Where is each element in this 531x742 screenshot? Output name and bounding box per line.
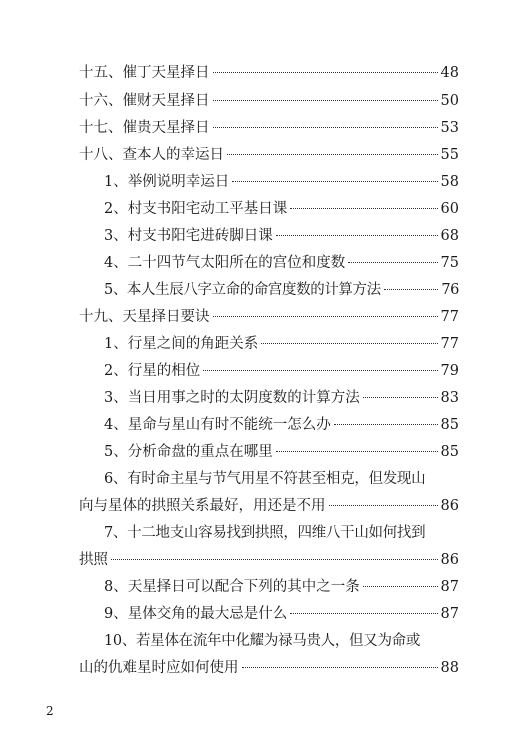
toc-entry-page: 53 [440,120,459,136]
toc-subentry[interactable] [0,627,531,655]
dot-leader [334,424,438,425]
toc-entry-page: 77 [440,309,459,325]
dot-leader [213,127,438,128]
toc-entry-page: 86 [440,498,459,514]
toc-entry-title: 2、村支书阳宅动工平基日课 [104,201,288,217]
toc-entry-title: 1、行星之间的角距关系 [104,336,259,352]
toc-entry-page: 48 [440,65,459,81]
dot-leader [213,316,438,317]
dot-leader [276,451,438,452]
toc-entry[interactable] [0,141,531,169]
toc-subentry[interactable] [0,600,531,628]
toc-entry-page: 88 [440,660,459,676]
toc-subentry[interactable] [0,465,531,493]
toc-entry-page: 87 [440,606,459,622]
toc-entry-title: 5、本人生辰八字立命的命宫度数的计算方法 [104,282,381,298]
toc-subentry[interactable] [0,276,531,304]
toc-entry-page: 76 [441,282,459,298]
dot-leader [203,370,437,371]
toc-entry-page: 85 [440,417,459,433]
toc-entry[interactable] [0,114,531,142]
toc-entry-title: 9、星体交角的最大忌是什么 [104,606,288,622]
dot-leader [227,154,438,155]
toc-entry-page: 68 [440,228,459,244]
toc-subentry[interactable] [0,357,531,385]
toc-subentry[interactable] [0,384,531,412]
dot-leader [111,559,438,560]
toc-subentry[interactable] [0,249,531,277]
toc-entry-page: 83 [440,390,459,406]
toc-entry-title: 8、天星择日可以配合下列的其中之一条 [104,579,360,595]
toc-entry-title: 4、星命与星山有时不能统一怎么办 [104,417,331,433]
toc-subentry[interactable] [0,168,531,196]
toc-entry-page: 77 [440,336,459,352]
toc-entry-title: 十九、天星择日要诀 [79,309,210,325]
toc-entry-page: 87 [440,579,459,595]
toc-entry-title: 5、分析命盘的重点在哪里 [104,444,273,460]
dot-leader [363,586,438,587]
toc-entry-title: 十八、查本人的幸运日 [79,147,224,163]
dot-leader [290,208,437,209]
dot-leader [213,72,438,73]
toc-entry-title: 3、当日用事之时的太阴度数的计算方法 [104,390,360,406]
dot-leader [290,613,437,614]
toc-entry[interactable] [0,87,531,115]
toc-subentry[interactable] [0,438,531,466]
dot-leader [232,181,437,182]
toc-subentry[interactable] [0,411,531,439]
page-number: 2 [46,704,54,718]
dot-leader [242,667,438,668]
toc-entry-title: 7、十二地支山容易找到拱照，四维八干山如何找到 [104,525,426,541]
toc-entry-page: 55 [440,147,459,163]
toc-entry-title-cont: 向与星体的拱照关系最好，用还是不用 [79,498,326,514]
toc-entry-page: 79 [440,363,459,379]
toc-entry-title: 4、二十四节气太阳所在的宫位和度数 [104,255,346,271]
toc-entry[interactable] [0,59,531,87]
toc-entry-page: 50 [440,93,459,109]
toc-subentry-continuation[interactable] [0,654,531,682]
dot-leader [363,397,438,398]
toc-entry[interactable] [0,303,531,331]
toc-subentry[interactable] [0,222,531,250]
toc-entry-title-cont: 拱照 [79,552,108,568]
toc-subentry[interactable] [0,519,531,547]
toc-entry-title: 6、有时命主星与节气用星不符甚至相克，但发现山 [104,471,426,487]
toc-entry-title: 十六、催财天星择日 [79,93,210,109]
toc-entry-page: 85 [440,444,459,460]
dot-leader [276,235,438,236]
dot-leader [384,289,439,290]
toc-subentry[interactable] [0,573,531,601]
toc-entry-page: 86 [440,552,459,568]
dot-leader [213,100,438,101]
toc-entry-page: 60 [440,201,459,217]
toc-entry-title: 十七、催贵天星择日 [79,120,210,136]
toc-entry-title: 十五、催丁天星择日 [79,65,210,81]
toc-subentry[interactable] [0,195,531,223]
toc-subentry-continuation[interactable] [0,492,531,520]
toc-entry-title: 3、村支书阳宅进砖脚日课 [104,228,273,244]
toc-entry-title: 1、举例说明幸运日 [104,174,230,190]
toc-entry-title: 2、行星的相位 [104,363,201,379]
dot-leader [329,505,438,506]
toc-subentry[interactable] [0,330,531,358]
toc-entry-title: 10、若星体在流年中化耀为禄马贵人，但又为命或 [104,633,421,649]
dot-leader [348,262,437,263]
toc-subentry-continuation[interactable] [0,546,531,574]
toc-entry-page: 58 [440,174,459,190]
dot-leader [261,343,437,344]
toc-entry-page: 75 [440,255,459,271]
toc-entry-title-cont: 山的仇难星时应如何使用 [79,660,239,676]
